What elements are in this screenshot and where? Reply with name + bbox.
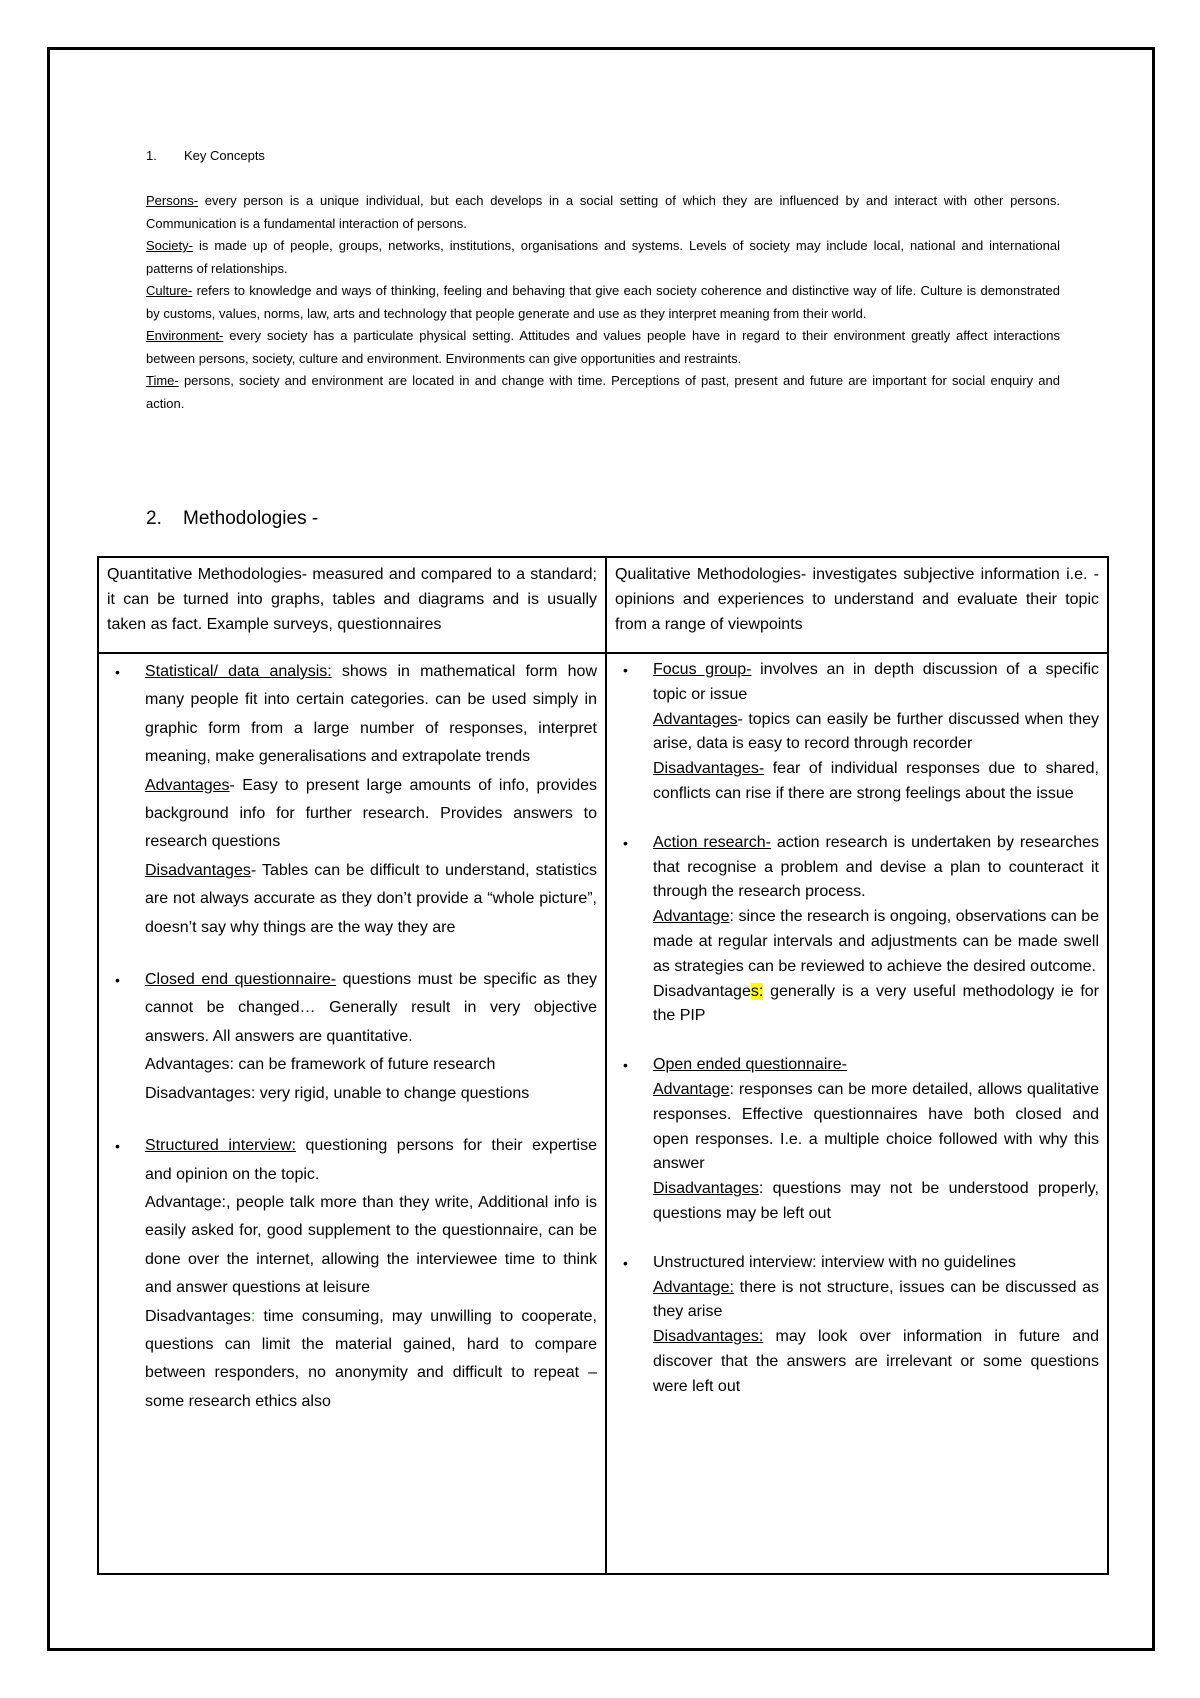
list-item-action-research: [615, 831, 1099, 1029]
disadvantages-text: - Tables can be difficult to understand, statistics are not always accurate as they don’t provide a “whole picture”, doesn’t say why things are the way they are: [145, 861, 597, 936]
section-heading-key-concepts: [146, 148, 265, 163]
bullet-icon: •: [115, 664, 120, 680]
concept-term: Culture-: [146, 283, 193, 298]
disadvantages-text: : questions may not be understood properly, questions may be left out: [653, 1180, 1099, 1222]
disadvantages-label: Disadvantages: [653, 1180, 759, 1198]
disadvantages-text: may look over information in future and discover that the answers are irrelevant or some questions were left out: [653, 1328, 1099, 1395]
section-number: 2.: [146, 508, 162, 529]
method-text: action research is undertaken by researches that recognise a problem and devise a plan to counteract it through the research process.: [653, 833, 1099, 901]
spacer: [107, 942, 597, 966]
disadvantages-text: time consuming, may unwilling to cooperate, questions can limit the material gained, hard to compare between responders, no anonymity and difficult to repeat – some research ethics also: [145, 1307, 597, 1410]
list-item-structured-interview: [107, 1132, 597, 1416]
concept-text: refers to knowledge and ways of thinking, feeling and behaving that give each society coherence and distinctive way of life. Culture is demonstrated by customs, values, norms, law, arts and technology that people generate and use as they interpret meaning from their world.: [146, 283, 1060, 321]
key-concepts-list: [146, 190, 1060, 415]
concept-text: every person is a unique individual, but each develops in a social setting of which they are influenced by and interact with other persons. Communication is a fundamental interaction of persons.: [146, 193, 1060, 231]
advantages-text: Advantage:, people talk more than they write, Additional info is easily asked for, good supplement to the questionnaire, can be done over the internet, allowing the interviewee time to think and answer questions at leisure: [145, 1193, 597, 1297]
method-term: Focus group-: [653, 661, 752, 678]
quantitative-header: Quantitative Methodologies- measured and compared to a standard; it can be turned into graphs, tables and diagrams and is usually taken as fact. Example surveys, questionnaires: [98, 557, 606, 653]
method-text: Unstructured interview: interview with no guidelines: [653, 1253, 1016, 1271]
table-body-row: [98, 653, 1108, 1574]
disadvantages-text: Disadvantages: very rigid, unable to change questions: [145, 1084, 530, 1102]
method-term: Open ended questionnaire-: [653, 1056, 847, 1074]
advantages-text: : since the research is ongoing, observations can be made at regular intervals and adjustments can be made swell as strategies can be reviewed to achieve the desired outcome.: [653, 908, 1099, 975]
advantages-text: there is not structure, issues can be discussed as they arise: [653, 1278, 1099, 1321]
concept-term: Persons-: [146, 193, 199, 208]
advantages-label: Advantage: [653, 1080, 730, 1098]
advantages-text: Advantages: can be framework of future research: [145, 1056, 496, 1074]
concept-term: Society-: [146, 238, 193, 253]
list-item-open-questionnaire: [615, 1053, 1099, 1227]
method-text: questioning persons for their expertise and opinion on the topic.: [145, 1137, 597, 1183]
concept-term: Environment-: [146, 328, 224, 343]
concept-time: [146, 370, 1060, 415]
advantages-label: Advantage: [653, 908, 730, 926]
table-header-row: [98, 557, 1108, 653]
section-heading-methodologies: [146, 508, 318, 530]
concept-culture: [146, 280, 1060, 325]
disadvantages-colon: :: [250, 1307, 256, 1325]
concept-term: Time-: [146, 373, 179, 388]
list-item-unstructured-interview: [615, 1251, 1099, 1400]
method-term: Closed end questionnaire-: [145, 971, 337, 989]
disadvantages-label: Disadvantages:: [653, 1328, 764, 1346]
bullet-icon: •: [115, 1138, 120, 1155]
list-item-closed-questionnaire: [107, 966, 597, 1108]
section-number: 1.: [146, 148, 157, 163]
bullet-icon: •: [623, 1057, 628, 1074]
concept-environment: [146, 325, 1060, 370]
method-term: Statistical/ data analysis:: [145, 663, 332, 680]
bullet-icon: •: [115, 972, 120, 989]
list-item-statistical: [107, 658, 597, 942]
list-item-focus-group: [615, 658, 1099, 807]
concept-text: every society has a particulate physical setting. Attitudes and values people have in regard to their environment greatly affect interactions between persons, society, culture and environment. Environments can give opportunities and restraints.: [146, 328, 1060, 366]
qualitative-header: Qualitative Methodologies- investigates subjective information i.e. - opinions and experiences to understand and evaluate their topic from a range of viewpoints: [606, 557, 1108, 653]
concept-text: persons, society and environment are located in and change with time. Perceptions of past, present and future are important for social enquiry and action.: [146, 373, 1060, 411]
advantages-label: Advantages: [653, 710, 738, 728]
disadvantages-text: fear of individual responses due to shared, conflicts can rise if there are strong feelings about the issue: [653, 760, 1099, 802]
advantages-label: Advantages: [145, 776, 230, 794]
advantages-label: Advantage:: [653, 1278, 734, 1296]
advantages-text: - Easy to present large amounts of info, provides background info for further research. Provides answers to research questions: [145, 776, 597, 851]
section-title: Key Concepts: [184, 148, 265, 163]
bullet-icon: •: [623, 1254, 628, 1271]
disadvantages-text: generally is a very useful methodology ie for the PIP: [653, 982, 1099, 1025]
method-term: Structured interview:: [145, 1137, 296, 1155]
disadvantages-label: Disadvantages-: [653, 760, 765, 778]
method-text: shows in mathematical form how many people fit into certain categories. can be used simply in graphic form from a large number of responses, interpret meaning, make generalisations and extrapolate trends: [145, 663, 597, 766]
method-text: involves an in depth discussion of a specific topic or issue: [653, 661, 1099, 703]
spacer: [107, 1108, 597, 1132]
method-term: Action research-: [653, 833, 771, 851]
advantages-text: - topics can easily be further discussed when they arise, data is easy to record through recorder: [653, 710, 1099, 753]
disadvantages-label: Disadvantages: [145, 861, 251, 879]
disadvantages-label: Disadvantages: [145, 1307, 251, 1325]
bullet-icon: •: [623, 662, 628, 678]
advantages-text: : responses can be more detailed, allows qualitative responses. Effective questionnaires have both closed and open responses. I.e. a multiple choice followed with why this answer: [653, 1080, 1099, 1173]
section-title: Methodologies -: [183, 508, 319, 529]
concept-society: [146, 235, 1060, 280]
disadvantages-label: Disadvantage: [653, 982, 751, 1000]
concept-text: is made up of people, groups, networks, institutions, organisations and systems. Levels of society may include local, national and international patterns of relationships.: [146, 238, 1060, 276]
methodologies-table: [97, 556, 1109, 1575]
concept-persons: [146, 190, 1060, 235]
spacer: [615, 807, 1099, 831]
qualitative-cell: [606, 653, 1108, 1574]
bullet-icon: •: [623, 834, 628, 851]
quantitative-cell: [98, 653, 606, 1574]
spacer: [615, 1227, 1099, 1251]
method-text: questions must be specific as they cannot be changed… Generally result in very objective answers. All answers are quantitative.: [145, 971, 597, 1045]
highlighted-text: s:: [750, 982, 764, 1000]
spacer: [615, 1029, 1099, 1053]
